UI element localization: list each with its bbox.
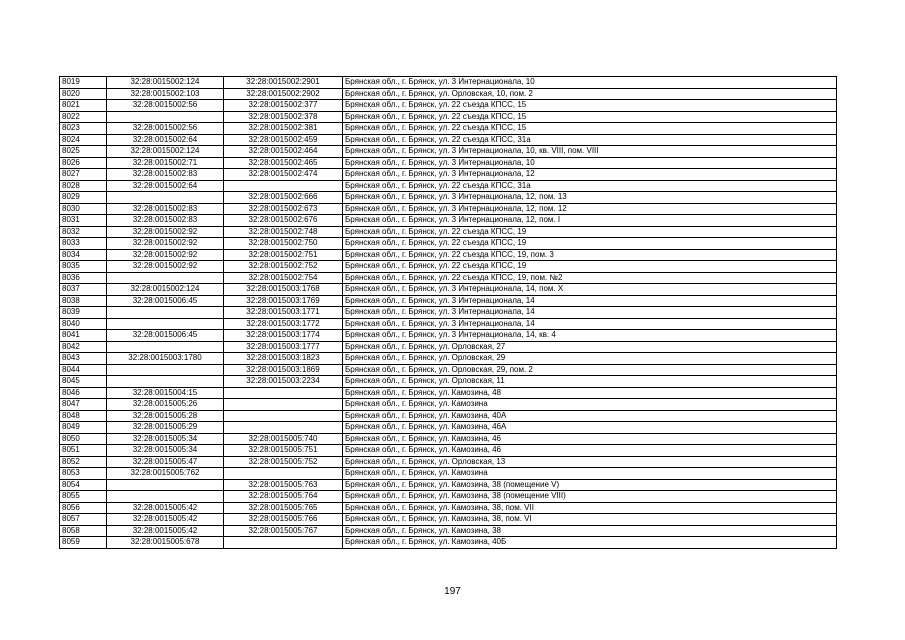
object-cadastral-number-cell: 32:28:0015002:673 [224, 203, 343, 215]
table-row [60, 399, 837, 411]
cadastral-number-cell: 32:28:0015002:83 [107, 215, 224, 227]
address-cell: Брянская обл., г. Брянск, ул. Камозина [343, 468, 837, 480]
address-cell: Брянская обл., г. Брянск, ул. 3 Интернационала, 10 [343, 77, 837, 89]
object-cadastral-number-cell: 32:28:0015002:748 [224, 226, 343, 238]
row-number-cell: 8059 [60, 537, 107, 549]
table-row [60, 502, 837, 514]
cadastral-number-cell: 32:28:0015002:124 [107, 77, 224, 89]
cadastral-number-cell: 32:28:0015002:56 [107, 100, 224, 112]
cadastral-register-table [59, 76, 837, 549]
address-cell: Брянская обл., г. Брянск, ул. Орловская, 29, пом. 2 [343, 364, 837, 376]
row-number-cell: 8034 [60, 249, 107, 261]
address-cell: Брянская обл., г. Брянск, ул. 22 съезда КПСС, 19, пом. 3 [343, 249, 837, 261]
cadastral-number-cell [107, 307, 224, 319]
address-cell: Брянская обл., г. Брянск, ул. Орловская, 11 [343, 376, 837, 388]
address-cell: Брянская обл., г. Брянск, ул. Камозина, 46А [343, 422, 837, 434]
cadastral-number-cell: 32:28:0015005:42 [107, 525, 224, 537]
table-row [60, 376, 837, 388]
address-cell: Брянская обл., г. Брянск, ул. Камозина, 38 (помещение VIII) [343, 491, 837, 503]
table-row [60, 445, 837, 457]
address-cell: Брянская обл., г. Брянск, ул. Камозина, 48 [343, 387, 837, 399]
address-cell: Брянская обл., г. Брянск, ул. Орловская, 13 [343, 456, 837, 468]
table-row [60, 456, 837, 468]
object-cadastral-number-cell: 32:28:0015003:1777 [224, 341, 343, 353]
cadastral-number-cell: 32:28:0015002:83 [107, 169, 224, 181]
cadastral-number-cell [107, 318, 224, 330]
table-body [60, 77, 837, 549]
cadastral-number-cell [107, 111, 224, 123]
table-row [60, 261, 837, 273]
cadastral-number-cell [107, 376, 224, 388]
object-cadastral-number-cell: 32:28:0015002:2902 [224, 88, 343, 100]
row-number-cell: 8028 [60, 180, 107, 192]
table-row [60, 341, 837, 353]
cadastral-number-cell: 32:28:0015005:34 [107, 445, 224, 457]
object-cadastral-number-cell: 32:28:0015002:464 [224, 146, 343, 158]
object-cadastral-number-cell: 32:28:0015002:459 [224, 134, 343, 146]
cadastral-number-cell: 32:28:0015002:71 [107, 157, 224, 169]
table-row [60, 525, 837, 537]
table-row [60, 307, 837, 319]
row-number-cell: 8022 [60, 111, 107, 123]
row-number-cell: 8036 [60, 272, 107, 284]
row-number-cell: 8046 [60, 387, 107, 399]
address-cell: Брянская обл., г. Брянск, ул. 3 Интернационала, 14, пом. X [343, 284, 837, 296]
cadastral-number-cell: 32:28:0015005:34 [107, 433, 224, 445]
address-cell: Брянская обл., г. Брянск, ул. 22 съезда КПСС, 15 [343, 111, 837, 123]
row-number-cell: 8029 [60, 192, 107, 204]
row-number-cell: 8033 [60, 238, 107, 250]
cadastral-number-cell: 32:28:0015002:124 [107, 284, 224, 296]
address-cell: Брянская обл., г. Брянск, ул. Камозина, 38, пом. VI [343, 514, 837, 526]
object-cadastral-number-cell: 32:28:0015005:764 [224, 491, 343, 503]
object-cadastral-number-cell [224, 410, 343, 422]
object-cadastral-number-cell: 32:28:0015003:1823 [224, 353, 343, 365]
row-number-cell: 8035 [60, 261, 107, 273]
object-cadastral-number-cell: 32:28:0015005:751 [224, 445, 343, 457]
table-row [60, 295, 837, 307]
cadastral-number-cell: 32:28:0015005:26 [107, 399, 224, 411]
row-number-cell: 8027 [60, 169, 107, 181]
table-row [60, 88, 837, 100]
cadastral-number-cell: 32:28:0015005:28 [107, 410, 224, 422]
address-cell: Брянская обл., г. Брянск, ул. Камозина, 46 [343, 433, 837, 445]
cadastral-number-cell [107, 341, 224, 353]
table-row [60, 123, 837, 135]
object-cadastral-number-cell [224, 387, 343, 399]
row-number-cell: 8043 [60, 353, 107, 365]
table-row [60, 192, 837, 204]
address-cell: Брянская обл., г. Брянск, ул. 22 съезда КПСС, 19 [343, 226, 837, 238]
address-cell: Брянская обл., г. Брянск, ул. 3 Интернационала, 12, пом. I [343, 215, 837, 227]
cadastral-number-cell: 32:28:0015002:83 [107, 203, 224, 215]
table-row [60, 111, 837, 123]
table-row [60, 77, 837, 89]
table-row [60, 203, 837, 215]
address-cell: Брянская обл., г. Брянск, ул. 22 съезда КПСС, 19 [343, 261, 837, 273]
object-cadastral-number-cell: 32:28:0015003:2234 [224, 376, 343, 388]
table-row [60, 215, 837, 227]
row-number-cell: 8049 [60, 422, 107, 434]
cadastral-number-cell: 32:28:0015005:678 [107, 537, 224, 549]
table-row [60, 364, 837, 376]
row-number-cell: 8055 [60, 491, 107, 503]
address-cell: Брянская обл., г. Брянск, ул. Орловская, 27 [343, 341, 837, 353]
row-number-cell: 8052 [60, 456, 107, 468]
row-number-cell: 8024 [60, 134, 107, 146]
row-number-cell: 8044 [60, 364, 107, 376]
row-number-cell: 8056 [60, 502, 107, 514]
object-cadastral-number-cell: 32:28:0015002:377 [224, 100, 343, 112]
cadastral-number-cell: 32:28:0015002:92 [107, 261, 224, 273]
table-row [60, 157, 837, 169]
cadastral-number-cell [107, 272, 224, 284]
row-number-cell: 8025 [60, 146, 107, 158]
address-cell: Брянская обл., г. Брянск, ул. 22 съезда КПСС, 19, пом. №2 [343, 272, 837, 284]
row-number-cell: 8041 [60, 330, 107, 342]
object-cadastral-number-cell: 32:28:0015002:752 [224, 261, 343, 273]
object-cadastral-number-cell: 32:28:0015002:474 [224, 169, 343, 181]
object-cadastral-number-cell: 32:28:0015002:754 [224, 272, 343, 284]
cadastral-number-cell: 32:28:0015002:64 [107, 134, 224, 146]
row-number-cell: 8019 [60, 77, 107, 89]
table-row [60, 134, 837, 146]
object-cadastral-number-cell [224, 399, 343, 411]
cadastral-number-cell: 32:28:0015004:15 [107, 387, 224, 399]
cadastral-number-cell: 32:28:0015002:56 [107, 123, 224, 135]
address-cell: Брянская обл., г. Брянск, ул. Орловская, 10, пом. 2 [343, 88, 837, 100]
row-number-cell: 8039 [60, 307, 107, 319]
table-row [60, 100, 837, 112]
cadastral-number-cell: 32:28:0015005:42 [107, 514, 224, 526]
table-row [60, 330, 837, 342]
table-row [60, 479, 837, 491]
address-cell: Брянская обл., г. Брянск, ул. 3 Интернационала, 12, пом. 12 [343, 203, 837, 215]
object-cadastral-number-cell: 32:28:0015005:766 [224, 514, 343, 526]
cadastral-number-cell: 32:28:0015003:1780 [107, 353, 224, 365]
object-cadastral-number-cell [224, 422, 343, 434]
row-number-cell: 8054 [60, 479, 107, 491]
address-cell: Брянская обл., г. Брянск, ул. 22 съезда КПСС, 15 [343, 123, 837, 135]
row-number-cell: 8032 [60, 226, 107, 238]
object-cadastral-number-cell: 32:28:0015003:1772 [224, 318, 343, 330]
row-number-cell: 8051 [60, 445, 107, 457]
address-cell: Брянская обл., г. Брянск, ул. 22 съезда КПСС, 15 [343, 100, 837, 112]
table-row [60, 537, 837, 549]
row-number-cell: 8047 [60, 399, 107, 411]
row-number-cell: 8057 [60, 514, 107, 526]
object-cadastral-number-cell: 32:28:0015003:1774 [224, 330, 343, 342]
cadastral-number-cell: 32:28:0015006:45 [107, 330, 224, 342]
table-row [60, 146, 837, 158]
object-cadastral-number-cell [224, 537, 343, 549]
address-cell: Брянская обл., г. Брянск, ул. Камозина, 38 (помещение V) [343, 479, 837, 491]
object-cadastral-number-cell: 32:28:0015002:2901 [224, 77, 343, 89]
object-cadastral-number-cell: 32:28:0015002:750 [224, 238, 343, 250]
table-row [60, 468, 837, 480]
address-cell: Брянская обл., г. Брянск, ул. Камозина, 46 [343, 445, 837, 457]
object-cadastral-number-cell [224, 468, 343, 480]
row-number-cell: 8030 [60, 203, 107, 215]
object-cadastral-number-cell: 32:28:0015003:1869 [224, 364, 343, 376]
row-number-cell: 8040 [60, 318, 107, 330]
row-number-cell: 8031 [60, 215, 107, 227]
table-row [60, 353, 837, 365]
address-cell: Брянская обл., г. Брянск, ул. 22 съезда КПСС, 19 [343, 238, 837, 250]
object-cadastral-number-cell: 32:28:0015003:1768 [224, 284, 343, 296]
cadastral-number-cell [107, 364, 224, 376]
address-cell: Брянская обл., г. Брянск, ул. 3 Интернационала, 14 [343, 318, 837, 330]
object-cadastral-number-cell: 32:28:0015002:378 [224, 111, 343, 123]
cadastral-number-cell [107, 192, 224, 204]
object-cadastral-number-cell: 32:28:0015005:752 [224, 456, 343, 468]
cadastral-number-cell: 32:28:0015006:45 [107, 295, 224, 307]
cadastral-number-cell: 32:28:0015002:64 [107, 180, 224, 192]
cadastral-number-cell [107, 479, 224, 491]
object-cadastral-number-cell: 32:28:0015005:740 [224, 433, 343, 445]
row-number-cell: 8038 [60, 295, 107, 307]
object-cadastral-number-cell: 32:28:0015005:763 [224, 479, 343, 491]
address-cell: Брянская обл., г. Брянск, ул. 22 съезда КПСС, 31а [343, 180, 837, 192]
cadastral-number-cell: 32:28:0015005:762 [107, 468, 224, 480]
row-number-cell: 8020 [60, 88, 107, 100]
cadastral-number-cell: 32:28:0015002:103 [107, 88, 224, 100]
cadastral-number-cell: 32:28:0015005:42 [107, 502, 224, 514]
cadastral-number-cell: 32:28:0015002:124 [107, 146, 224, 158]
address-cell: Брянская обл., г. Брянск, ул. 3 Интернационала, 14 [343, 295, 837, 307]
address-cell: Брянская обл., г. Брянск, ул. 3 Интернационала, 12, пом. 13 [343, 192, 837, 204]
address-cell: Брянская обл., г. Брянск, ул. Камозина, 40Б [343, 537, 837, 549]
cadastral-number-cell: 32:28:0015002:92 [107, 249, 224, 261]
table-row [60, 491, 837, 503]
table-row [60, 514, 837, 526]
object-cadastral-number-cell: 32:28:0015002:751 [224, 249, 343, 261]
table-row [60, 226, 837, 238]
row-number-cell: 8037 [60, 284, 107, 296]
table-row [60, 272, 837, 284]
address-cell: Брянская обл., г. Брянск, ул. Камозина, 38, пом. VII [343, 502, 837, 514]
address-cell: Брянская обл., г. Брянск, ул. 3 Интернационала, 10, кв. VIII, пом. VIII [343, 146, 837, 158]
row-number-cell: 8021 [60, 100, 107, 112]
table-row [60, 169, 837, 181]
cadastral-number-cell: 32:28:0015002:92 [107, 226, 224, 238]
table-row [60, 284, 837, 296]
row-number-cell: 8048 [60, 410, 107, 422]
address-cell: Брянская обл., г. Брянск, ул. 3 Интернационала, 14 [343, 307, 837, 319]
address-cell: Брянская обл., г. Брянск, ул. Камозина, 38 [343, 525, 837, 537]
row-number-cell: 8042 [60, 341, 107, 353]
table-row [60, 433, 837, 445]
table-row [60, 249, 837, 261]
cadastral-number-cell: 32:28:0015005:47 [107, 456, 224, 468]
row-number-cell: 8026 [60, 157, 107, 169]
address-cell: Брянская обл., г. Брянск, ул. Камозина, 40А [343, 410, 837, 422]
object-cadastral-number-cell: 32:28:0015003:1769 [224, 295, 343, 307]
table-row [60, 387, 837, 399]
table-row [60, 410, 837, 422]
address-cell: Брянская обл., г. Брянск, ул. 3 Интернационала, 12 [343, 169, 837, 181]
row-number-cell: 8058 [60, 525, 107, 537]
object-cadastral-number-cell: 32:28:0015002:381 [224, 123, 343, 135]
table-row [60, 318, 837, 330]
row-number-cell: 8023 [60, 123, 107, 135]
table-row [60, 238, 837, 250]
table-row [60, 180, 837, 192]
row-number-cell: 8050 [60, 433, 107, 445]
table-row [60, 422, 837, 434]
object-cadastral-number-cell: 32:28:0015002:465 [224, 157, 343, 169]
address-cell: Брянская обл., г. Брянск, ул. 3 Интернационала, 10 [343, 157, 837, 169]
address-cell: Брянская обл., г. Брянск, ул. 22 съезда КПСС, 31а [343, 134, 837, 146]
page-number: 197 [444, 586, 461, 597]
object-cadastral-number-cell: 32:28:0015005:765 [224, 502, 343, 514]
address-cell: Брянская обл., г. Брянск, ул. Камозина [343, 399, 837, 411]
object-cadastral-number-cell: 32:28:0015005:767 [224, 525, 343, 537]
cadastral-number-cell: 32:28:0015002:92 [107, 238, 224, 250]
cadastral-number-cell [107, 491, 224, 503]
object-cadastral-number-cell [224, 180, 343, 192]
object-cadastral-number-cell: 32:28:0015002:676 [224, 215, 343, 227]
address-cell: Брянская обл., г. Брянск, ул. 3 Интернационала, 14, кв. 4 [343, 330, 837, 342]
row-number-cell: 8053 [60, 468, 107, 480]
cadastral-number-cell: 32:28:0015005:29 [107, 422, 224, 434]
row-number-cell: 8045 [60, 376, 107, 388]
object-cadastral-number-cell: 32:28:0015002:666 [224, 192, 343, 204]
address-cell: Брянская обл., г. Брянск, ул. Орловская, 29 [343, 353, 837, 365]
object-cadastral-number-cell: 32:28:0015003:1771 [224, 307, 343, 319]
